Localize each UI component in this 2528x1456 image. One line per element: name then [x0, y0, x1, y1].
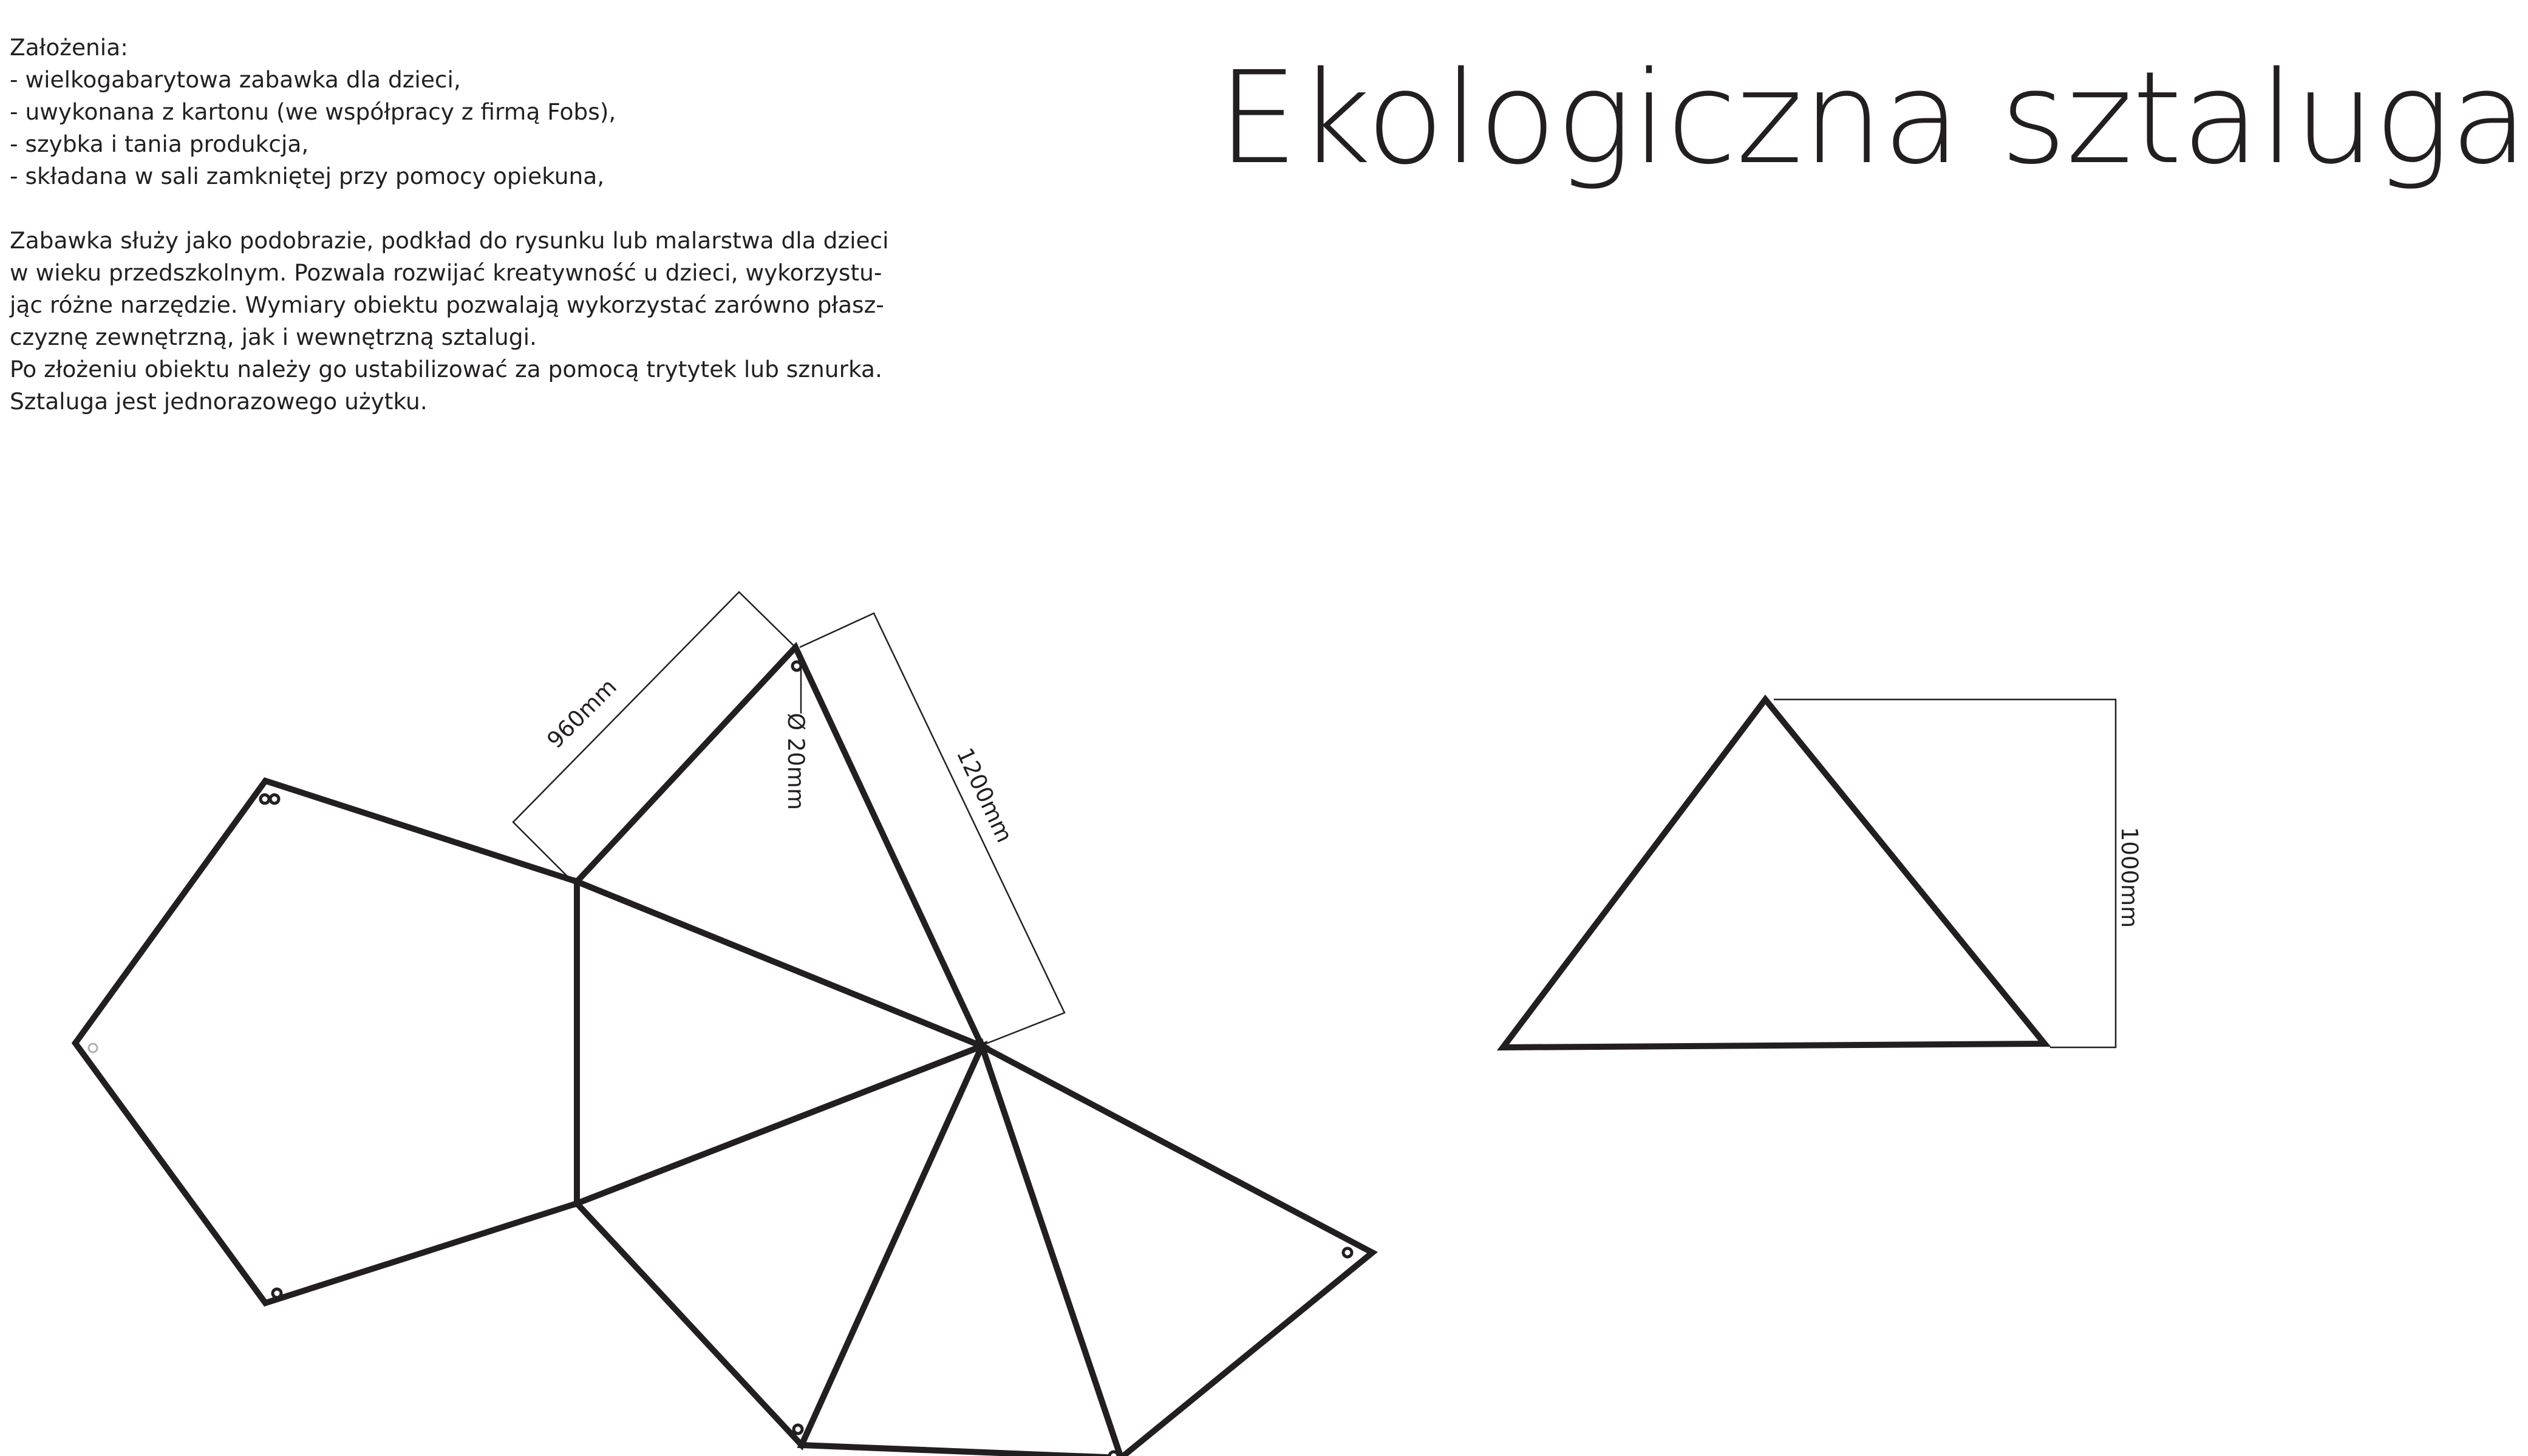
description-line: Po złożeniu obiektu należy go ustabilizować za pomocą trytytek lub sznurka.	[10, 356, 882, 383]
hole-marker	[89, 1044, 97, 1052]
description-line: Zabawka służy jako podobrazie, podkład do rysunku lub malarstwa dla dzieci	[10, 227, 889, 254]
lower-left-triangle-panel	[577, 1046, 982, 1445]
hole-marker	[1343, 1248, 1352, 1257]
description-line: czyznę zewnętrzną, jak i wewnętrzną sztalugi.	[10, 324, 537, 350]
top-triangle-panel	[577, 647, 982, 1046]
hole-marker	[261, 795, 269, 803]
hole-marker	[1109, 1452, 1118, 1456]
bottom-triangle-panel	[802, 1046, 1121, 1456]
hole-marker	[270, 795, 279, 803]
hole-marker	[794, 1425, 802, 1434]
unfolded-net	[75, 647, 1372, 1456]
description-line: jąc różne narzędzie. Wymiary obiektu pozwalają wykorzystać zarówno płasz-	[10, 291, 884, 318]
assumption-item: - wielkogabarytowa zabawka dla dzieci,	[10, 66, 461, 93]
description-line: Sztaluga jest jednorazowego użytku.	[10, 388, 428, 415]
assumption-item: - szybka i tania produkcja,	[10, 131, 309, 157]
hole-marker	[273, 1289, 281, 1298]
dimension-label-1000: 1000mm	[2116, 826, 2142, 928]
hole-marker	[792, 662, 801, 670]
assumption-item: - składana w sali zamkniętej przy pomocy opiekuna,	[10, 163, 605, 189]
dimension-label-1200: 1200mm	[951, 744, 1018, 847]
dimension-line-1000	[1774, 699, 2116, 1047]
dimension-line-1200	[800, 613, 1065, 1044]
assembly-holes	[89, 662, 1352, 1456]
dimension-lines	[513, 592, 2116, 1047]
assumptions-heading: Założenia:	[10, 34, 128, 61]
side-view-triangle	[1503, 699, 2045, 1047]
dimension-label-960: 960mm	[542, 673, 622, 754]
pentagon-panel	[75, 781, 577, 1303]
right-triangle-panel	[982, 1046, 1372, 1456]
description-line: w wieku przedszkolnym. Pozwala rozwijać kreatywność u dzieci, wykorzystu-	[10, 259, 882, 286]
dimension-label-hole: Ø 20mm	[783, 712, 809, 811]
center-triangle-panel	[577, 882, 982, 1203]
page-title: Ekologiczna sztaluga	[1218, 44, 2528, 192]
assumption-item: - uwykonana z kartonu (we współpracy z firmą Fobs),	[10, 98, 616, 125]
